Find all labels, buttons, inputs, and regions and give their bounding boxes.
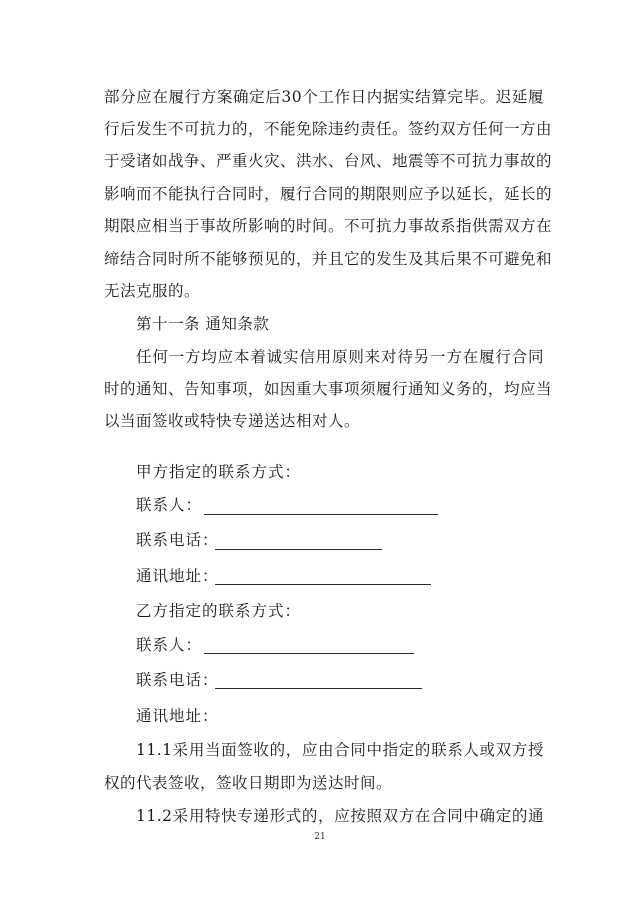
paragraph-line: 无法克服的。 bbox=[104, 282, 201, 300]
party-b-phone-label: 联系电话： bbox=[136, 671, 219, 689]
party-b-address-label: 通讯地址： bbox=[136, 707, 219, 725]
party-a-phone-blank bbox=[215, 549, 382, 550]
paragraph-line: 行后发生不可抗力的，不能免除违约责任。签约双方任何一方由 bbox=[104, 120, 553, 138]
paragraph-line: 影响而不能执行合同时，履行合同的期限则应予以延长，延长的 bbox=[104, 185, 553, 203]
paragraph-line: 以当面签收或特快专递送达相对人。 bbox=[104, 412, 361, 430]
party-a-contact-blank bbox=[204, 514, 438, 515]
party-a-heading: 甲方指定的联系方式： bbox=[136, 463, 302, 481]
paragraph-line: 时的通知、告知事项，如因重大事项须履行通知义务的，均应当 bbox=[104, 380, 553, 398]
paragraph-line: 权的代表签收，签收日期即为送达时间。 bbox=[104, 774, 393, 792]
party-b-phone-blank bbox=[215, 688, 422, 689]
paragraph-line: 部分应在履行方案确定后30个工作日内据实结算完毕。迟延履 bbox=[104, 88, 544, 106]
party-a-address-blank bbox=[215, 584, 431, 585]
party-a-phone-label: 联系电话： bbox=[136, 531, 219, 549]
paragraph-line: 期限应相当于事故所影响的时间。不可抗力事故系指供需双方在 bbox=[104, 217, 553, 235]
party-b-contact-label: 联系人： bbox=[136, 636, 203, 654]
paragraph-line: 任何一方均应本着诚实信用原则来对待另一方在履行合同 bbox=[136, 348, 544, 366]
party-b-contact-blank bbox=[204, 653, 414, 654]
party-b-heading: 乙方指定的联系方式： bbox=[136, 602, 302, 620]
paragraph-line: 于受诸如战争、严重火灾、洪水、台风、地震等不可抗力事故的 bbox=[104, 152, 553, 170]
paragraph-line: 11.2采用特快专递形式的，应按照双方在合同中确定的通 bbox=[136, 807, 544, 825]
party-a-contact-label: 联系人： bbox=[136, 496, 203, 514]
paragraph-line: 11.1采用当面签收的，应由合同中指定的联系人或双方授 bbox=[136, 741, 544, 759]
page-number: 21 bbox=[314, 832, 326, 842]
paragraph-line: 缔结合同时所不能够预见的，并且它的发生及其后果不可避免和 bbox=[104, 250, 553, 268]
section-title: 第十一条 通知条款 bbox=[136, 315, 270, 333]
party-a-address-label: 通讯地址： bbox=[136, 567, 219, 585]
